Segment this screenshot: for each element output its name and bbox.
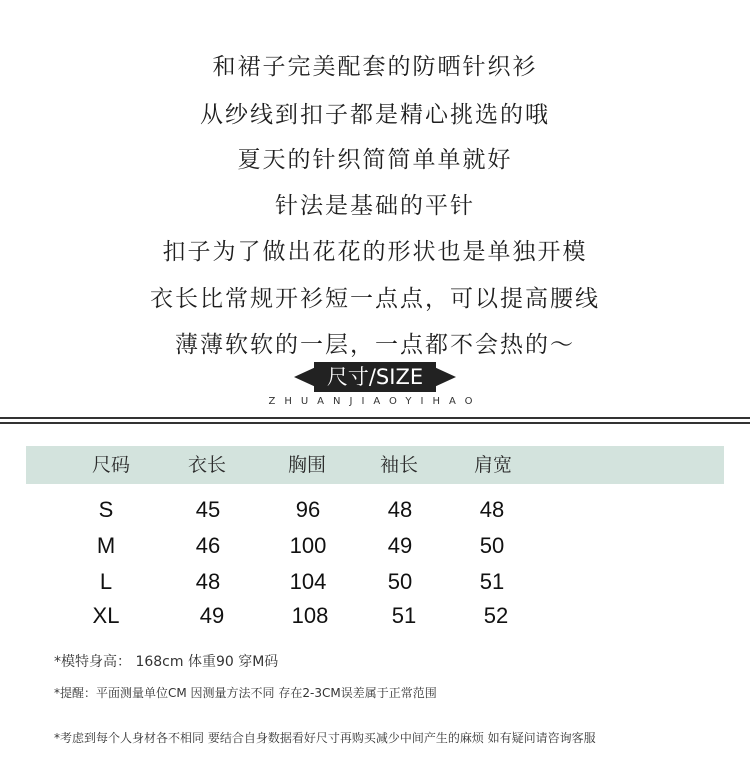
cell-shoulder: 50 [479, 533, 505, 558]
measurement-note: *提醒：平面测量单位CM 因测量方法不同 存在2-3CM误差属于正常范围 [54, 686, 437, 700]
table-row [26, 528, 724, 564]
cell-chest: 96 [295, 497, 321, 522]
size-table-header [26, 446, 724, 484]
header-chest: 胸围 [287, 454, 326, 476]
size-banner-title: 尺寸/SIZE [314, 362, 436, 392]
description-line-7: 薄薄软软的一层，一点都不会热的～ [175, 332, 575, 358]
header-shoulder: 肩宽 [473, 454, 512, 476]
cell-chest: 100 [289, 533, 327, 558]
cell-size: S [98, 497, 114, 522]
description-line-2: 从纱线到扣子都是精心挑选的哦 [200, 102, 550, 128]
cell-size: M [96, 533, 116, 558]
cell-chest: 104 [289, 569, 327, 594]
cell-length: 49 [199, 603, 225, 628]
model-note: *模特身高： 168cm 体重90 穿M码 [54, 654, 279, 670]
header-size: 尺码 [91, 454, 130, 476]
description-line-5: 扣子为了做出花花的形状也是单独开模 [162, 239, 588, 265]
description-line-4: 针法是基础的平针 [275, 193, 475, 219]
header-sleeve: 袖长 [379, 454, 418, 476]
divider-top [0, 417, 750, 419]
cell-sleeve: 50 [387, 569, 413, 594]
description-line-6: 衣长比常规开衫短一点点，可以提高腰线 [150, 286, 600, 312]
table-row [26, 492, 724, 528]
brand-subtitle: ZHUANJIAOYIHAO [268, 396, 482, 407]
size-banner [0, 362, 750, 392]
cell-shoulder: 48 [479, 497, 505, 522]
cell-size: XL [92, 603, 120, 628]
cell-sleeve: 48 [387, 497, 413, 522]
cell-chest: 108 [291, 603, 329, 628]
cell-length: 48 [195, 569, 221, 594]
description-line-1: 和裙子完美配套的防晒针织衫 [212, 54, 538, 80]
divider-bottom [0, 422, 750, 424]
cell-length: 46 [195, 533, 221, 558]
cell-length: 45 [195, 497, 221, 522]
cell-sleeve: 51 [391, 603, 417, 628]
header-length: 衣长 [187, 454, 226, 476]
description-line-3: 夏天的针织简简单单就好 [237, 147, 513, 173]
table-row [26, 598, 724, 634]
cell-shoulder: 52 [483, 603, 509, 628]
sizing-advice-note: *考虑到每个人身材各不相同 要结合自身数据看好尺寸再购买减少中间产生的麻烦 如有疑问请咨询客服 [54, 731, 596, 745]
cell-sleeve: 49 [387, 533, 413, 558]
cell-size: L [99, 569, 113, 594]
table-row [26, 564, 724, 600]
cell-shoulder: 51 [479, 569, 505, 594]
